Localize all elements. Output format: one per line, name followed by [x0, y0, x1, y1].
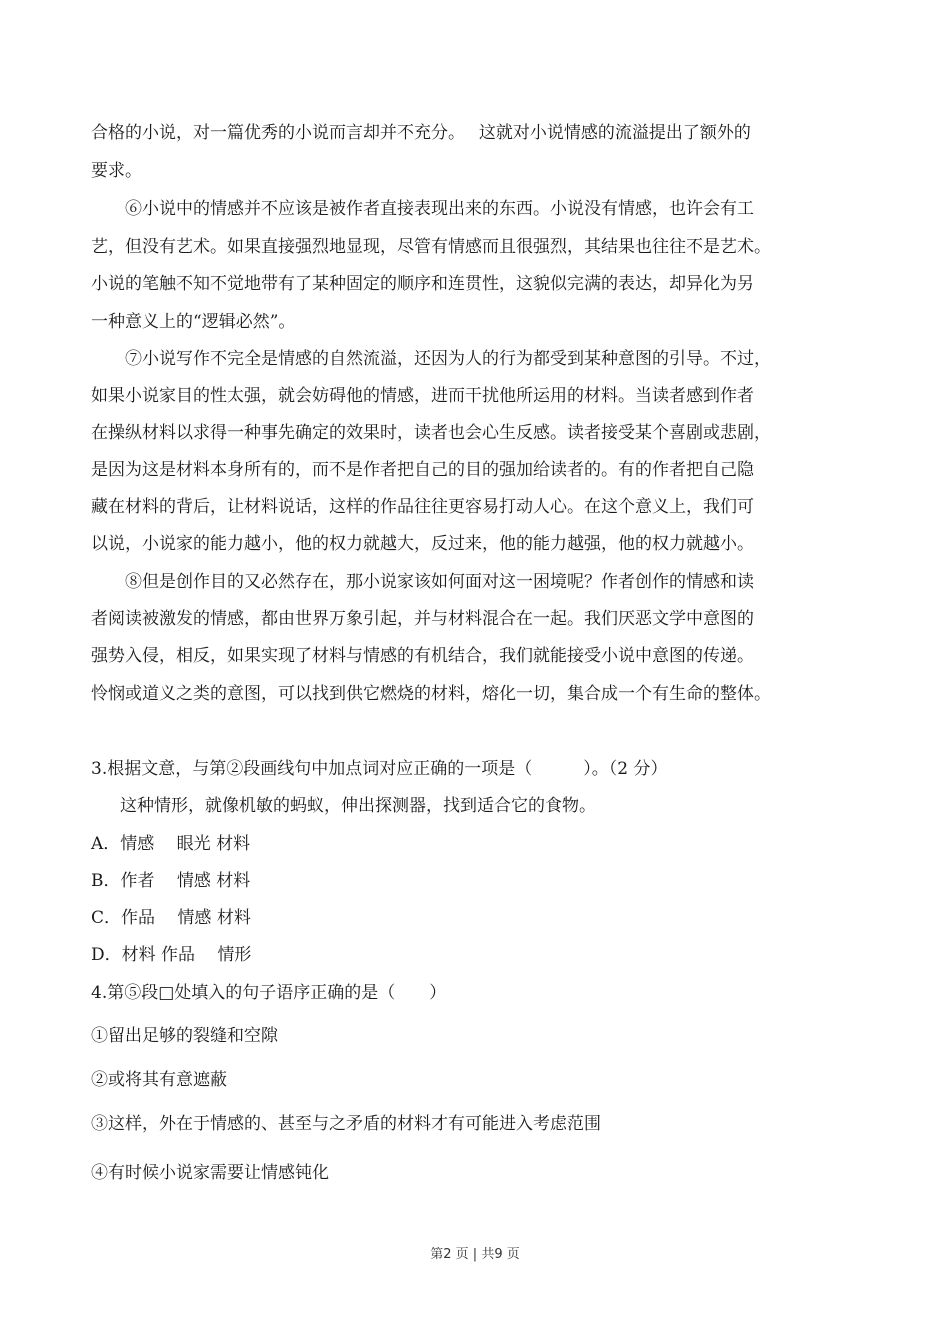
passage-para7-line-5: 藏在材料的背后，让材料说话，这样的作品往往更容易打动人心。在这个意义上，我们可 [91, 497, 754, 517]
q3-option-c: C．作品 情感 材料 [91, 908, 251, 928]
passage-para8-line-2: 者阅读被激发的情感，都由世界万象引起，并与材料混合在一起。我们厌恶文学中意图的 [91, 609, 754, 629]
q4-item-3: ③这样，外在于情感的、甚至与之矛盾的材料才有可能进入考虑范围 [91, 1114, 601, 1134]
passage-para8-line-4: 怜悯或道义之类的意图，可以找到供它燃烧的材料，熔化一切，集合成一个有生命的整体。 [91, 684, 771, 704]
passage-para5-line-1: 合格的小说，对一篇优秀的小说而言却并不充分。 这就对小说情感的流溢提出了额外的 [91, 123, 751, 143]
passage-para7-line-1: ⑦小说写作不完全是情感的自然流溢，还因为人的行为都受到某种意图的引导。不过， [125, 349, 771, 369]
passage-para8-line-1: ⑧但是创作目的又必然存在，那小说家该如何面对这一困境呢？作者创作的情感和读 [125, 572, 754, 592]
q3-stem: 3.根据文意，与第②段画线句中加点词对应正确的一项是（ ）。（2 分） [91, 759, 668, 779]
passage-para6-line-4: 一种意义上的“逻辑必然”。 [91, 312, 296, 332]
q4-item-1: ①留出足够的裂缝和空隙 [91, 1026, 278, 1046]
q4-item-2: ②或将其有意遮蔽 [91, 1070, 227, 1090]
q3-sentence: 这种情形，就像机敏的蚂蚁，伸出探测器，找到适合它的食物。 [120, 796, 596, 816]
q4-item-4: ④有时候小说家需要让情感钝化 [91, 1163, 329, 1183]
passage-para6-line-3: 小说的笔触不知不觉地带有了某种固定的顺序和连贯性，这貌似完满的表达，却异化为另 [91, 274, 754, 294]
passage-para7-line-2: 如果小说家目的性太强，就会妨碍他的情感，进而干扰他所运用的材料。当读者感到作者 [91, 386, 754, 406]
page-footer: 第2 页 | 共9 页 [430, 1247, 520, 1262]
q3-option-a: A．情感 眼光 材料 [91, 834, 251, 854]
passage-para7-line-4: 是因为这是材料本身所有的，而不是作者把自己的目的强加给读者的。有的作者把自己隐 [91, 460, 754, 480]
passage-para8-line-3: 强势入侵，相反，如果实现了材料与情感的有机结合，我们就能接受小说中意图的传递。 [91, 646, 754, 666]
passage-para7-line-3: 在操纵材料以求得一种事先确定的效果时，读者也会心生反感。读者接受某个喜剧或悲剧， [91, 423, 771, 443]
passage-para5-line-2: 要求。 [91, 161, 142, 181]
q4-stem: 4.第⑤段□处填入的句子语序正确的是（ ） [91, 983, 447, 1003]
q3-option-b: B．作者 情感 材料 [91, 871, 251, 891]
passage-para6-line-2: 艺，但没有艺术。如果直接强烈地显现，尽管有情感而且很强烈，其结果也往往不是艺术。 [91, 237, 771, 257]
q3-option-d: D．材料 作品 情形 [91, 945, 252, 965]
passage-para6-line-1: ⑥小说中的情感并不应该是被作者直接表现出来的东西。小说没有情感，也许会有工 [125, 199, 754, 219]
passage-para7-line-6: 以说，小说家的能力越小，他的权力就越大，反过来，他的能力越强，他的权力就越小。 [91, 534, 754, 554]
